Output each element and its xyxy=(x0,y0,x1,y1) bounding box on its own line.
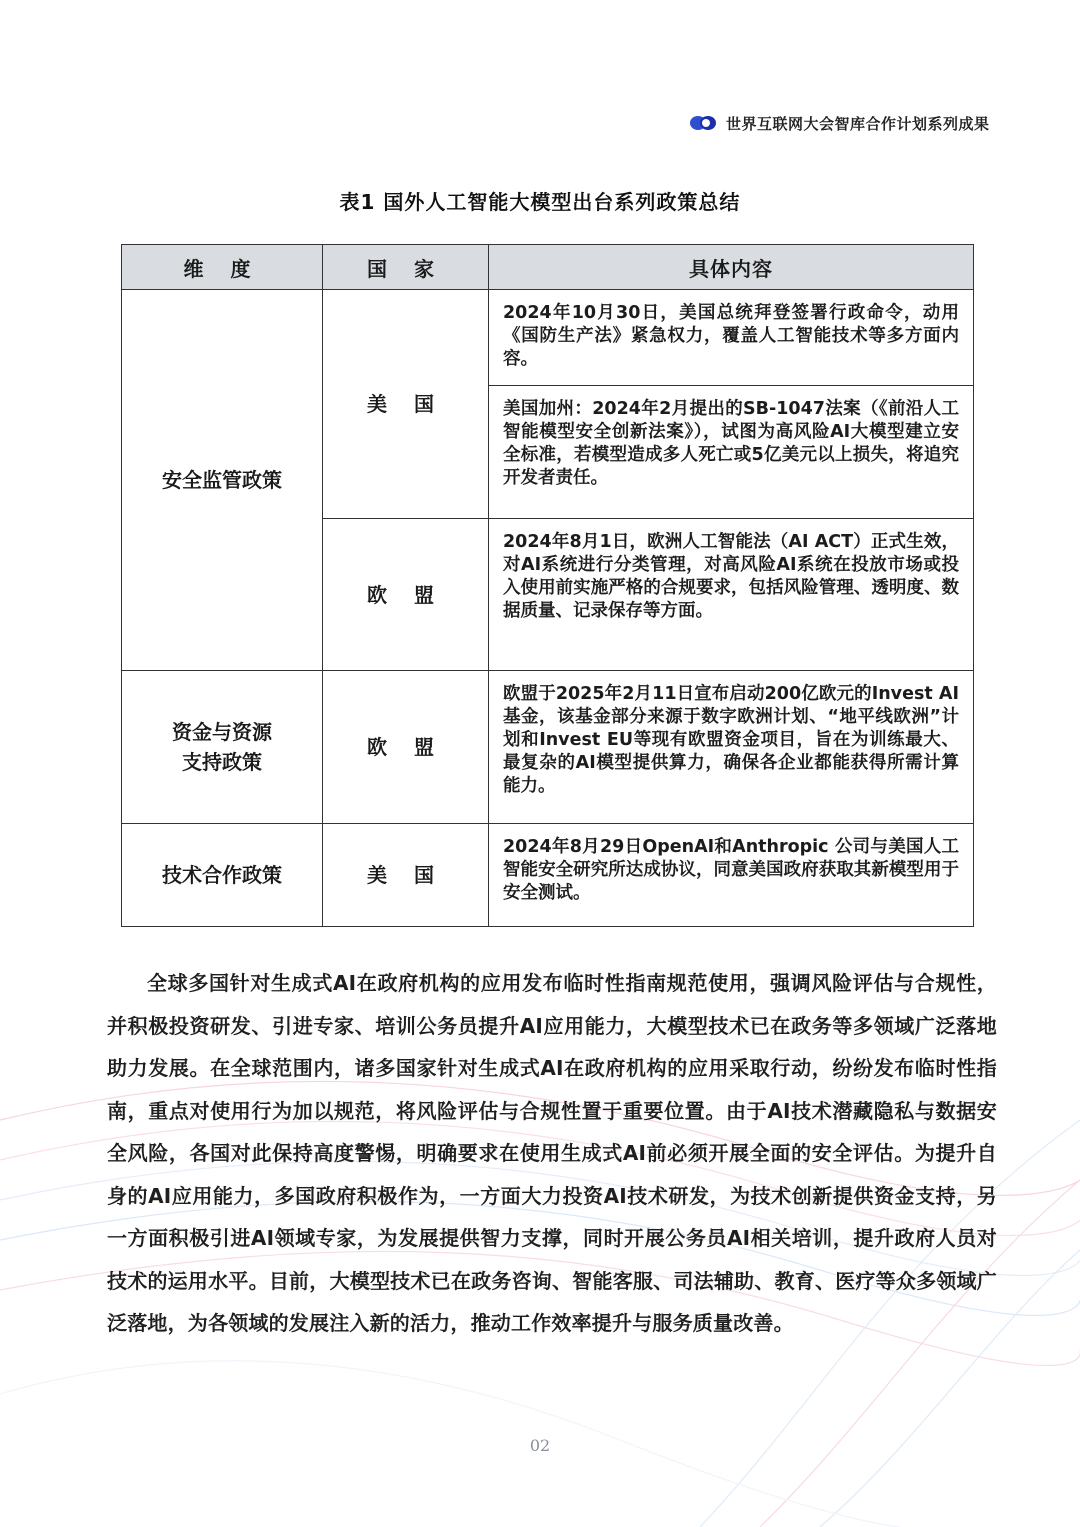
dimension-line: 资金与资源 xyxy=(172,720,272,744)
country-cell: 美 国 xyxy=(323,824,489,927)
policy-summary-table xyxy=(121,244,974,927)
detail-cell: 2024年8月29日OpenAI和Anthropic 公司与美国人工智能安全研究所达成协议，同意美国政府获取其新模型用于安全测试。 xyxy=(489,824,974,927)
table-title: 表1 国外人工智能大模型出台系列政策总结 xyxy=(339,190,741,214)
dimension-cell xyxy=(122,671,323,824)
body-paragraph: 全球多国针对生成式AI在政府机构的应用发布临时性指南规范使用，强调风险评估与合规性，并积极投资研发、引进专家、培训公务员提升AI应用能力，大模型技术已在政务等多领域广泛落地助力发展。在全球范围内，诸多国家针对生成式AI在政府机构的应用采取行动，纷纷发布临时性指南，重点对使用行为加以规范，将风险评估与合规性置于重要位置。由于AI技术潜藏隐私与数据安全风险，各国对此保持高度警惕，明确要求在使用生成式AI前必须开展全面的安全评估。为提升自身的AI应用能力，多国政府积极作为，一方面大力投资AI技术研发，为技术创新提供资金支持，另一方面积极引进AI领域专家，为发展提供智力支撑，同时开展公务员AI相关培训，提升政府人员对技术的运用水平。目前，大模型技术已在政务咨询、智能客服、司法辅助、教育、医疗等众多领域广泛落地，为各领域的发展注入新的活力，推动工作效率提升与服务质量改善。 xyxy=(107,971,997,1335)
detail-cell: 2024年8月1日，欧洲人工智能法（AI ACT）正式生效，对AI系统进行分类管理，对高风险AI系统在投放市场或投入使用前实施严格的合规要求，包括风险管理、透明度、数据质量、记录保存等方面。 xyxy=(489,519,974,671)
document-series-header xyxy=(690,111,990,135)
detail-cell: 欧盟于2025年2月11日宣布启动200亿欧元的Invest AI基金，该基金部分来源于数字欧洲计划、“地平线欧洲”计划和Invest EU等现有欧盟资金项目，旨在为训练最大、最复杂的AI模型提供算力，确保各企业都能获得所需计算能力。 xyxy=(489,671,974,824)
country-cell: 欧 盟 xyxy=(323,671,489,824)
page-number: 02 xyxy=(529,1436,551,1455)
header-content: 具体内容 xyxy=(489,245,974,290)
table-row xyxy=(122,824,974,927)
dimension-cell: 技术合作政策 xyxy=(122,824,323,927)
dimension-line: 支持政策 xyxy=(182,750,262,774)
detail-cell: 美国加州：2024年2月提出的SB-1047法案（《前沿人工智能模型安全创新法案》），试图为高风险AI大模型建立安全标准，若模型造成多人死亡或5亿美元以上损失，将追究开发者责任。 xyxy=(489,386,974,519)
series-title: 世界互联网大会智库合作计划系列成果 xyxy=(726,114,990,133)
header-country: 国 家 xyxy=(323,245,489,290)
country-cell: 美 国 xyxy=(323,290,489,519)
detail-cell: 2024年10月30日，美国总统拜登签署行政命令，动用《国防生产法》紧急权力，覆盖人工智能技术等多方面内容。 xyxy=(489,290,974,386)
dimension-cell: 安全监管政策 xyxy=(122,290,323,671)
table-row xyxy=(122,290,974,386)
table-row xyxy=(122,671,974,824)
header-dimension: 维 度 xyxy=(122,245,323,290)
country-cell: 欧 盟 xyxy=(323,519,489,671)
table-header-row xyxy=(122,245,974,290)
wic-logo-icon xyxy=(690,114,718,132)
